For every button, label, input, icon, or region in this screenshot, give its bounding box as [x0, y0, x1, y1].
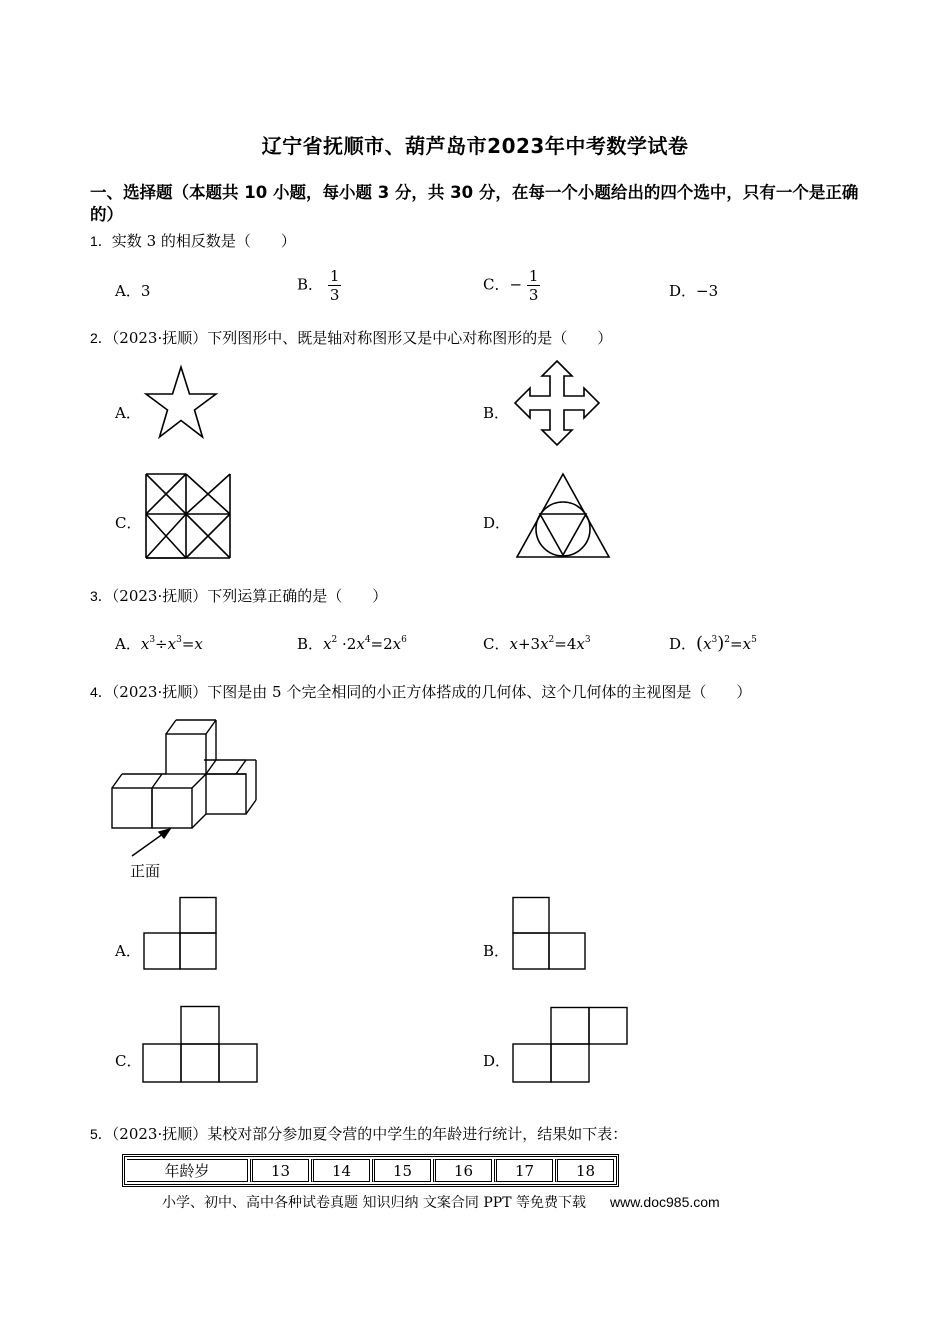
q3-option-c[interactable]: C．$x+3x^2=4x^3$	[483, 635, 591, 653]
question-4: 4．（2023·抚顺）下图是由 5 个完全相同的小正方体搭成的几何体、这个几何体的主视图是（ ）	[90, 683, 752, 701]
age-table	[122, 1154, 619, 1187]
question-text: 下列图形中、既是轴对称图形又是中心对称图形的是（ ）	[207, 329, 613, 347]
footer-url[interactable]: www.doc985.com	[609, 1194, 720, 1210]
front-view-label: 正面	[130, 862, 161, 880]
q4-option-d-view	[512, 1007, 630, 1085]
question-number: 1．	[90, 233, 112, 249]
table-cell: 14	[311, 1159, 370, 1182]
question-source: （2023·抚顺）	[111, 587, 208, 605]
question-text: 实数 3 的相反数是（ ）	[111, 232, 296, 250]
q1-option-b[interactable]: B． $\frac{1}{3}$	[297, 267, 340, 304]
triangle-circle-figure	[514, 472, 612, 560]
q4-option-c-label[interactable]: C．	[115, 1052, 142, 1070]
q4-option-c-view	[142, 1006, 260, 1084]
table-cell: 17	[494, 1159, 553, 1182]
q4-option-a-label[interactable]: A．	[115, 942, 141, 960]
q2-option-b-label[interactable]: B．	[483, 404, 510, 422]
fraction: $\frac{1}{3}$	[528, 267, 539, 304]
q1-option-a[interactable]: A．3	[115, 282, 151, 300]
table-cell: 18	[555, 1159, 614, 1182]
question-text: 下列运算正确的是（ ）	[207, 587, 388, 605]
question-text: 下图是由 5 个完全相同的小正方体搭成的几何体、这个几何体的主视图是（ ）	[207, 683, 752, 701]
question-1	[90, 230, 296, 251]
question-text: 某校对部分参加夏令营的中学生的年龄进行统计，结果如下表：	[207, 1125, 628, 1143]
star-figure	[145, 365, 217, 445]
table-cell: 16	[433, 1159, 492, 1182]
question-3: 3．（2023·抚顺）下列运算正确的是（ ）	[90, 587, 388, 605]
q4-option-d-label[interactable]: D．	[483, 1052, 511, 1070]
section-heading: 一、选择题（本题共 10 小题，每小题 3 分，共 30 分，在每一个小题给出的四个选中，只有一个是正确的）	[90, 183, 859, 224]
table-header-cell: 年龄岁	[127, 1159, 248, 1182]
q3-option-a[interactable]: A．$x^3\div x^3=x$	[115, 635, 203, 653]
question-source: （2023·抚顺）	[111, 329, 208, 347]
question-source: （2023·抚顺）	[111, 1125, 208, 1143]
triangle-grid-figure	[144, 472, 232, 560]
fraction: $\frac{1}{3}$	[329, 267, 340, 304]
question-2: 2．（2023·抚顺）下列图形中、既是轴对称图形又是中心对称图形的是（ ）	[90, 329, 613, 347]
four-arrow-cross-figure	[514, 360, 600, 446]
table-row	[127, 1159, 614, 1182]
q1-option-d[interactable]: D．−3	[669, 282, 719, 300]
footer	[162, 1192, 720, 1212]
footer-text: 小学、初中、高中各种试卷真题 知识归纳 文案合同 PPT 等免费下载	[162, 1195, 586, 1211]
cube-solid-figure	[110, 716, 265, 866]
q4-option-a-view	[143, 897, 218, 972]
q2-option-c-label[interactable]: C．	[115, 514, 142, 532]
q2-option-a-label[interactable]: A．	[115, 404, 141, 422]
q3-option-b[interactable]: B．$x^2 \cdot 2x^4=2x^6$	[297, 635, 407, 653]
q3-option-d[interactable]: D．$(x^3)^2=x^5$	[669, 633, 757, 654]
question-source: （2023·抚顺）	[111, 683, 208, 701]
q2-option-d-label[interactable]: D．	[483, 514, 511, 532]
question-5: 5．（2023·抚顺）某校对部分参加夏令营的中学生的年龄进行统计，结果如下表：	[90, 1125, 628, 1143]
page-title: 辽宁省抚顺市、葫芦岛市2023年中考数学试卷	[261, 134, 689, 158]
table-cell: 15	[372, 1159, 431, 1182]
table-cell: 13	[250, 1159, 309, 1182]
q1-option-c[interactable]: C．− $\frac{1}{3}$	[483, 267, 539, 304]
q4-option-b-label[interactable]: B．	[483, 942, 510, 960]
q4-option-b-view	[512, 897, 587, 972]
